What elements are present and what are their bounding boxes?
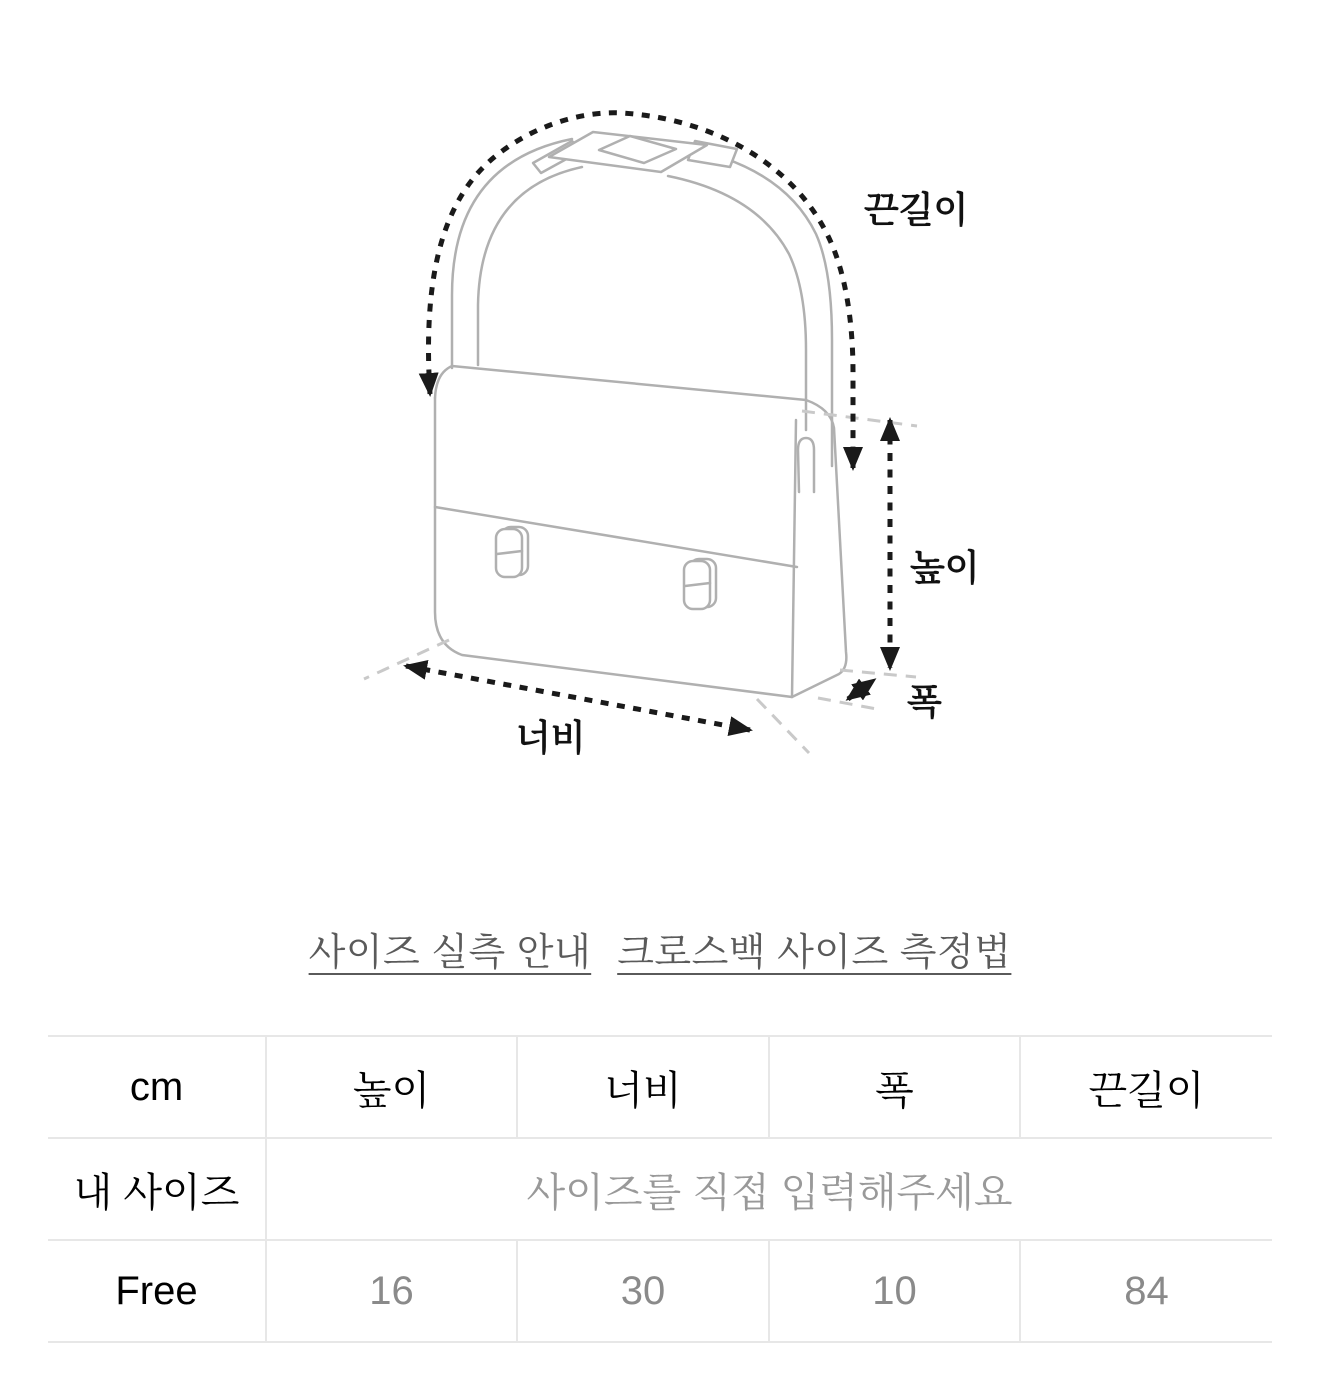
free-size-row — [48, 1240, 1272, 1342]
bag-back-edge — [452, 366, 806, 400]
bag-flap-bottom-edge — [435, 507, 797, 567]
col-header-depth: 폭 — [769, 1036, 1020, 1138]
col-header-width: 너비 — [517, 1036, 769, 1138]
strap-keeper — [798, 438, 814, 492]
free-size-row-label: Free — [48, 1240, 266, 1342]
width-label: 너비 — [516, 717, 586, 758]
depth-arrow — [848, 680, 874, 699]
col-header-unit: cm — [48, 1036, 266, 1138]
size-table — [48, 1035, 1272, 1343]
depth-label: 폭 — [907, 681, 942, 722]
col-header-strap: 끈길이 — [1020, 1036, 1272, 1138]
free-height-value: 16 — [266, 1240, 517, 1342]
size-table-header-row — [48, 1036, 1272, 1138]
strap-adjuster-buckle — [533, 132, 737, 173]
flap-buckle-right — [684, 559, 716, 609]
bag-flap-corner — [435, 366, 452, 398]
free-depth-value: 10 — [769, 1240, 1020, 1342]
size-guide-links — [0, 921, 1320, 976]
measure-method-link[interactable]: 크로스백 사이즈 측정법 — [617, 932, 1012, 974]
measure-arrows — [406, 113, 890, 730]
strap-right — [676, 146, 832, 466]
my-size-input-prompt[interactable]: 사이즈를 직접 입력해주세요 — [266, 1138, 1272, 1240]
size-guide-link[interactable]: 사이즈 실측 안내 — [308, 932, 592, 974]
strap-left — [452, 139, 572, 368]
free-width-value: 30 — [517, 1240, 769, 1342]
guide-lines — [364, 411, 917, 753]
bag-front-face — [435, 398, 796, 697]
my-size-row-label: 내 사이즈 — [48, 1138, 266, 1240]
bag-outline — [435, 132, 846, 697]
strap-length-label: 끈길이 — [864, 189, 969, 230]
col-header-height: 높이 — [266, 1036, 517, 1138]
free-strap-value: 84 — [1020, 1240, 1272, 1342]
height-label: 높이 — [910, 547, 980, 588]
my-size-row — [48, 1138, 1272, 1240]
flap-buckle-left — [496, 527, 528, 577]
